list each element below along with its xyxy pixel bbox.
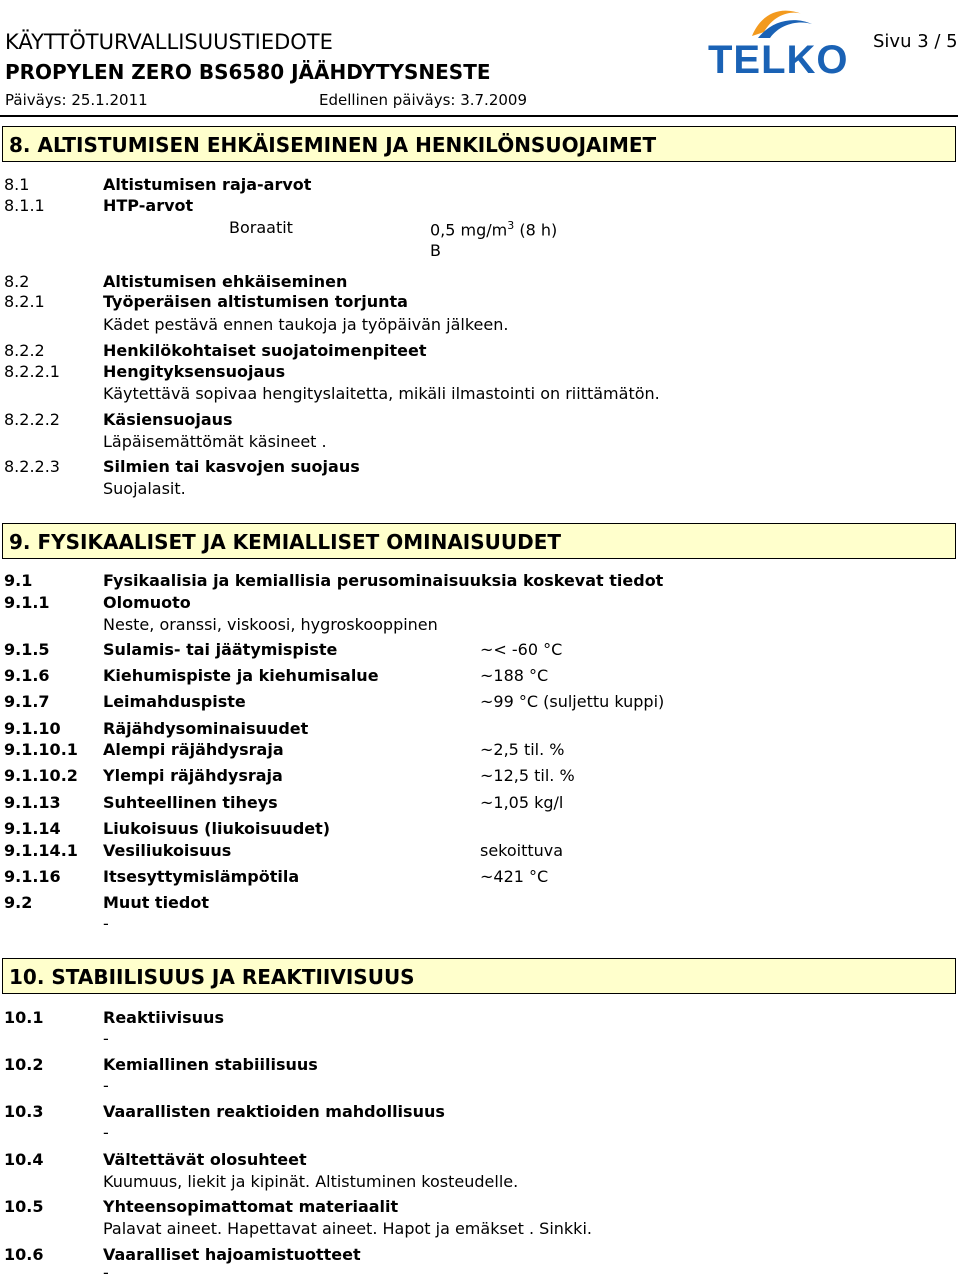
row-num: 9.1.5 xyxy=(4,640,50,659)
row-num: 10.5 xyxy=(4,1197,44,1216)
header-divider xyxy=(0,115,958,117)
row-num: 9.1.6 xyxy=(4,666,50,685)
row-num: 9.1.14.1 xyxy=(4,841,78,860)
row-label: HTP-arvot xyxy=(103,196,194,215)
issue-date: Päiväys: 25.1.2011 xyxy=(5,91,148,109)
row-num: 8.2.2.3 xyxy=(4,457,60,476)
telko-logo xyxy=(652,2,862,82)
row-num: 8.1 xyxy=(4,175,30,194)
section-9-heading: 9. FYSIKAALISET JA KEMIALLISET OMINAISUUDET xyxy=(2,523,956,559)
row-label: Vaarallisten reaktioiden mahdollisuus xyxy=(103,1102,445,1121)
page-number: Sivu 3 / 5 xyxy=(873,31,958,52)
row-label: Itsesyttymislämpötila xyxy=(103,867,300,886)
row-num: 9.1.10 xyxy=(4,719,61,738)
row-text: Käytettävä sopivaa hengityslaitetta, mikäli ilmastointi on riittämätön. xyxy=(103,384,660,403)
row-label: Alempi räjähdysraja xyxy=(103,740,284,759)
row-value: sekoittuva xyxy=(480,841,564,860)
row-num: 9.1 xyxy=(4,571,33,590)
row-num: 8.2.2.1 xyxy=(4,362,60,381)
substance-name: Boraatit xyxy=(229,218,293,237)
row-num: 9.1.7 xyxy=(4,692,50,711)
exposure-limit: 0,5 $mg/m^3$ (8 h) xyxy=(430,219,558,240)
row-num: 8.1.1 xyxy=(4,196,45,215)
row-label: Muut tiedot xyxy=(103,893,209,912)
row-label: Olomuoto xyxy=(103,593,191,612)
row-text: - xyxy=(103,914,109,933)
row-num: 10.4 xyxy=(4,1150,44,1169)
row-label: Sulamis- tai jäätymispiste xyxy=(103,640,338,659)
row-label: Reaktiivisuus xyxy=(103,1008,224,1027)
row-value: ~1,05 kg/l xyxy=(480,793,564,812)
row-text: - xyxy=(103,1123,109,1142)
row-label: Vältettävät olosuhteet xyxy=(103,1150,307,1169)
row-text: Suojalasit. xyxy=(103,479,186,498)
row-text: Kuumuus, liekit ja kipinät. Altistuminen kosteudelle. xyxy=(103,1172,519,1191)
row-value: ~2,5 til. % xyxy=(480,740,565,759)
row-num: 8.2.2.2 xyxy=(4,410,60,429)
row-num: 8.2.2 xyxy=(4,341,45,360)
row-label: Liukoisuus (liukoisuudet) xyxy=(103,819,331,838)
logo-swoosh-icon xyxy=(652,2,862,42)
row-num: 10.1 xyxy=(4,1008,44,1027)
row-label: Yhteensopimattomat materiaalit xyxy=(103,1197,399,1216)
row-label: Ylempi räjähdysraja xyxy=(103,766,283,785)
product-name: PROPYLEN ZERO BS6580 JÄÄHDYTYSNESTE xyxy=(5,60,491,84)
row-label: Henkilökohtaiset suojatoimenpiteet xyxy=(103,341,427,360)
row-label: Räjähdysominaisuudet xyxy=(103,719,309,738)
row-text: - xyxy=(103,1263,109,1282)
row-text: Kädet pestävä ennen taukoja ja työpäivän jälkeen. xyxy=(103,315,509,334)
row-num: 9.1.1 xyxy=(4,593,50,612)
row-num: 8.2 xyxy=(4,272,30,291)
row-value: ~188 °C xyxy=(480,666,549,685)
row-num: 9.1.14 xyxy=(4,819,61,838)
row-value: ~12,5 til. % xyxy=(480,766,575,785)
row-num: 10.3 xyxy=(4,1102,44,1121)
row-text: Palavat aineet. Hapettavat aineet. Hapot ja emäkset . Sinkki. xyxy=(103,1219,592,1238)
row-label: Altistumisen ehkäiseminen xyxy=(103,272,348,291)
row-label: Fysikaalisia ja kemiallisia perusominaisuuksia koskevat tiedot xyxy=(103,571,664,590)
row-value: ~99 °C (suljettu kuppi) xyxy=(480,692,665,711)
row-label: Kiehumispiste ja kiehumisalue xyxy=(103,666,379,685)
row-num: 9.1.16 xyxy=(4,867,61,886)
section-8-heading: 8. ALTISTUMISEN EHKÄISEMINEN JA HENKILÖNSUOJAIMET xyxy=(2,126,956,162)
limit-note: B xyxy=(430,241,441,260)
row-label: Leimahduspiste xyxy=(103,692,246,711)
row-label: Käsiensuojaus xyxy=(103,410,233,429)
row-num: 10.6 xyxy=(4,1245,44,1264)
row-num: 9.1.10.2 xyxy=(4,766,78,785)
row-label: Suhteellinen tiheys xyxy=(103,793,278,812)
row-value: ~421 °C xyxy=(480,867,549,886)
row-text: - xyxy=(103,1076,109,1095)
logo-text: TELKO xyxy=(708,38,849,82)
row-label: Vesiliukoisuus xyxy=(103,841,232,860)
row-num: 10.2 xyxy=(4,1055,44,1074)
row-label: Silmien tai kasvojen suojaus xyxy=(103,457,360,476)
row-text: Neste, oranssi, viskoosi, hygroskooppinen xyxy=(103,615,438,634)
row-label: Altistumisen raja-arvot xyxy=(103,175,312,194)
row-num: 9.2 xyxy=(4,893,33,912)
row-label: Vaaralliset hajoamistuotteet xyxy=(103,1245,361,1264)
row-num: 9.1.13 xyxy=(4,793,61,812)
section-10-heading: 10. STABIILISUUS JA REAKTIIVISUUS xyxy=(2,958,956,994)
row-value: ~< -60 °C xyxy=(480,640,563,659)
document-title: KÄYTTÖTURVALLISUUSTIEDOTE xyxy=(5,30,333,54)
row-num: 9.1.10.1 xyxy=(4,740,78,759)
row-label: Työperäisen altistumisen torjunta xyxy=(103,292,408,311)
row-label: Kemiallinen stabiilisuus xyxy=(103,1055,318,1074)
row-text: - xyxy=(103,1029,109,1048)
row-text: Läpäisemättömät käsineet . xyxy=(103,432,327,451)
row-label: Hengityksensuojaus xyxy=(103,362,286,381)
row-num: 8.2.1 xyxy=(4,292,45,311)
previous-date: Edellinen päiväys: 3.7.2009 xyxy=(319,91,528,109)
